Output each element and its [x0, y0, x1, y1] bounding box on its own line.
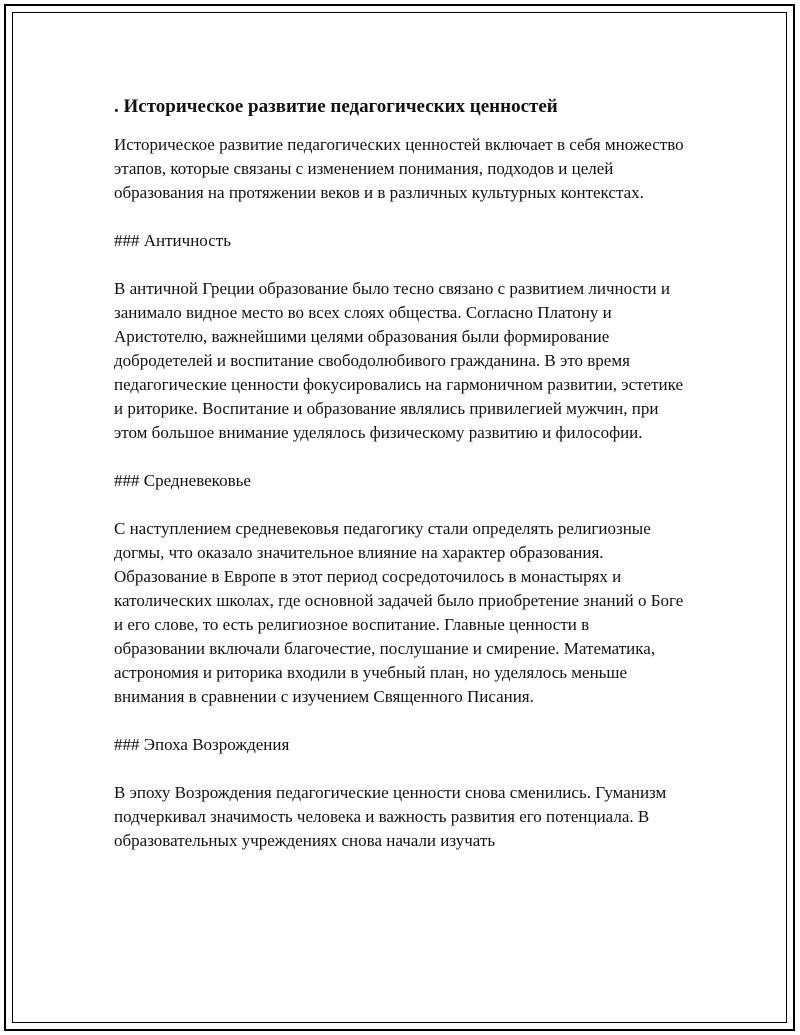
section-text-antiquity: В античной Греции образование было тесно связано с развитием личности и занимало видное место во всех слоях общества. Согласно Платону и Аристотелю, важнейшими целями образования были формирование добродетелей и воспитание свободолюбивого гражданина. В это время педагогические ценности фокусировались на гармоничном развитии, эстетике и риторике. Воспитание и образование являлись привилегией мужчин, при этом большое внимание уделялось физическому развитию и философии. [114, 279, 684, 442]
section-heading-middle-ages: ### Средневековье [114, 471, 251, 490]
intro-paragraph: Историческое развитие педагогических ценностей включает в себя множество этапов, которые связаны с изменением понимания, подходов и целей образования на протяжении веков и в различных культурных контекстах. [114, 135, 684, 202]
document-content [114, 95, 684, 877]
document-page [4, 4, 795, 1031]
document-title: . Историческое развитие педагогических ценностей [114, 96, 558, 117]
section-text-middle-ages: С наступлением средневековья педагогику стали определять религиозные догмы, что оказало значительное влияние на характер образования. Образование в Европе в этот период сосредоточилось в монастырях и католических школах, где основной задачей было приобретение знаний о Боге и его слове, то есть религиозное воспитание. Главные ценности в образовании включали благочестие, послушание и смирение. Математика, астрономия и риторика входили в учебный план, но уделялось меньше внимания в сравнении с изучением Священного Писания. [114, 519, 684, 706]
section-heading-antiquity: ### Античность [114, 231, 231, 250]
section-heading-renaissance: ### Эпоха Возрождения [114, 735, 290, 754]
section-text-renaissance: В эпоху Возрождения педагогические ценности снова сменились. Гуманизм подчеркивал значимость человека и важность развития его потенциала. В образовательных учреждениях снова начали изучать [114, 783, 667, 850]
